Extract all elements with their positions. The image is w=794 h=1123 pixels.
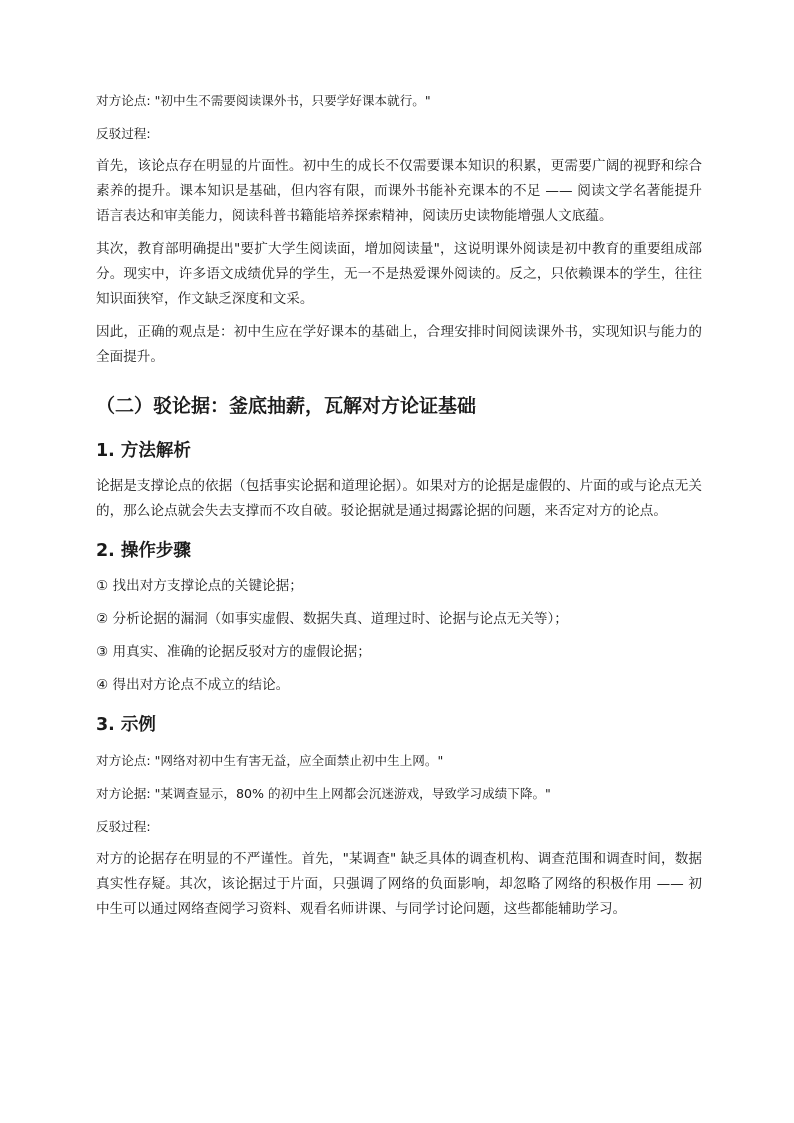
- step-item-4: ④ 得出对方论点不成立的结论。: [96, 677, 290, 693]
- example-opponent-evidence: 对方论据: "某调查显示，80% 的初中生上网都会沉迷游戏，导致学习成绩下降。": [96, 786, 551, 801]
- example-rebuttal-label: 反驳过程:: [96, 819, 151, 834]
- rebuttal-paragraph-3: 因此，正确的观点是：初中生应在学好课本的基础上，合理安排时间阅读课外书，实现知识与能力的全面提升。: [96, 324, 702, 365]
- step-item-1: ① 找出对方支撑论点的关键论据；: [96, 578, 303, 594]
- method-heading: 1. 方法解析: [96, 441, 191, 461]
- rebuttal-label: 反驳过程:: [96, 126, 151, 141]
- rebuttal-paragraph-1: 首先，该论点存在明显的片面性。初中生的成长不仅需要课本知识的积累，更需要广阔的视野和综合素养的提升。课本知识是基础，但内容有限，而课外书能补充课本的不足 —— 阅读文学名著能提升语言表达和审美能力，阅读科普书籍能培养探索精神，阅读历史读物能增强人文底蕴。: [96, 158, 702, 224]
- section-title: （二）驳论据：釜底抽薪，瓦解对方论证基础: [96, 395, 477, 417]
- example-rebuttal-paragraph: 对方的论据存在明显的不严谨性。首先，"某调查" 缺乏具体的调查机构、调查范围和调查时间，数据真实性存疑。其次，该论据过于片面，只强调了网络的负面影响，却忽略了网络的积极作用 —— 初中生可以通过网络查阅学习资料、观看名师讲课、与同学讨论问题，这些都能辅助学习。: [96, 851, 702, 917]
- example-opponent-point: 对方论点: "网络对初中生有害无益，应全面禁止初中生上网。": [96, 753, 444, 768]
- document-page: [96, 88, 702, 930]
- rebuttal-paragraph-2: 其次，教育部明确提出"要扩大学生阅读面，增加阅读量"，这说明课外阅读是初中教育的重要组成部分。现实中，许多语文成绩优异的学生，无一不是热爱课外阅读的。反之，只依赖课本的学生，往往知识面狭窄，作文缺乏深度和文采。: [96, 241, 702, 307]
- method-text: 论据是支撑论点的依据（包括事实论据和道理论据）。如果对方的论据是虚假的、片面的或与论点无关的，那么论点就会失去支撑而不攻自破。驳论据就是通过揭露论据的问题，来否定对方的论点。: [96, 478, 702, 519]
- opponent-point: 对方论点: "初中生不需要阅读课外书，只要学好课本就行。": [96, 93, 431, 108]
- example-heading: 3. 示例: [96, 715, 156, 735]
- steps-heading: 2. 操作步骤: [96, 541, 191, 561]
- step-item-2: ② 分析论据的漏洞（如事实虚假、数据失真、道理过时、论据与论点无关等）；: [96, 611, 568, 627]
- step-item-3: ③ 用真实、准确的论据反驳对方的虚假论据；: [96, 644, 371, 660]
